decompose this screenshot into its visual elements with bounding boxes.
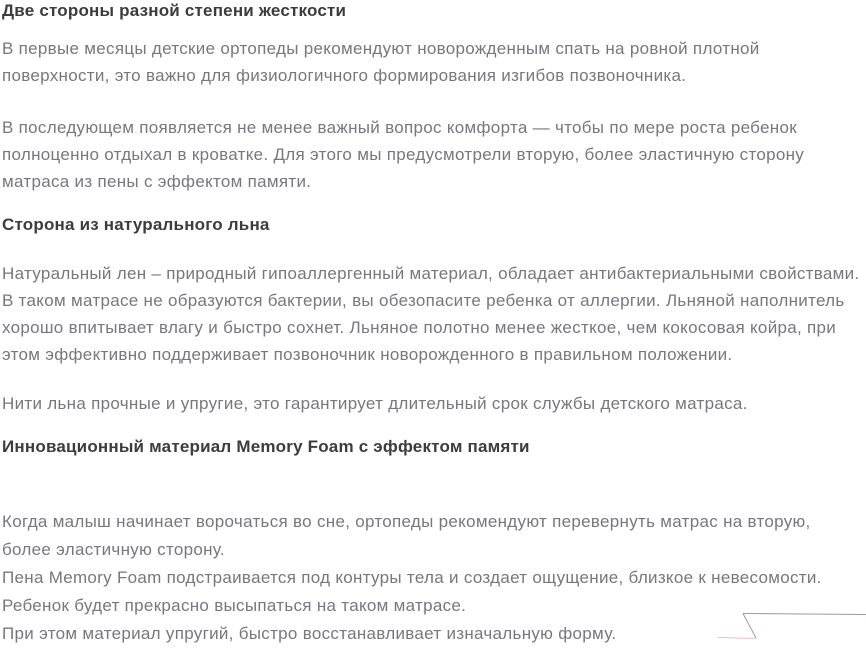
text-line: более эластичную сторону. <box>2 540 225 559</box>
text-line: В последующем появляется не менее важный вопрос комфорта — чтобы по мере роста ребенок <box>2 118 797 137</box>
product-description-article <box>2 0 866 648</box>
text-line: Когда малыш начинает ворочаться во сне, ортопеды рекомендуют перевернуть матрас на вторую, <box>2 512 811 531</box>
paragraph <box>2 35 866 89</box>
text-line: Натуральный лен – природный гипоаллергенный материал, обладает антибактериальными свойствами. <box>2 264 860 283</box>
text-line: поверхности, это важно для физиологичного формирования изгибов позвоночника. <box>2 66 687 85</box>
text-line: матраса из пены с эффектом памяти. <box>2 172 312 191</box>
section-heading-memory-foam: Инновационный материал Memory Foam с эффектом памяти <box>2 437 530 456</box>
text-line: При этом материал упругий, быстро восстанавливает изначальную форму. <box>2 624 617 643</box>
section-heading-two-sides: Две стороны разной степени жесткости <box>2 1 347 20</box>
text-line: Нити льна прочные и упругие, это гарантирует длительный срок службы детского матраса. <box>2 394 748 413</box>
text-line: полноценно отдыхал в кроватке. Для этого мы предусмотрели вторую, более эластичную сторону <box>2 145 805 164</box>
text-line: Ребенок будет прекрасно высыпаться на таком матрасе. <box>2 596 467 615</box>
line-art-top-edge <box>743 614 866 615</box>
text-line: этом эффективно поддерживает позвоночник новорожденного в правильном положении. <box>2 345 733 364</box>
corner-line-art <box>690 590 866 643</box>
text-line: В таком матрасе не образуются бактерии, вы обезопасите ребенка от аллергии. Льняной наполнитель <box>2 291 845 310</box>
text-line: хорошо впитывает влагу и быстро сохнет. Льняное полотно менее жесткое, чем кокосовая койра, при <box>2 318 837 337</box>
paragraph <box>2 390 866 417</box>
section-heading-linen-side: Сторона из натурального льна <box>2 215 270 234</box>
paragraph <box>2 260 866 368</box>
line-art-accent-edge <box>718 638 756 639</box>
text-line: Пена Memory Foam подстраивается под контуры тела и создает ощущение, близкое к невесомости. <box>2 568 822 587</box>
text-line: В первые месяцы детские ортопеды рекомендуют новорожденным спать на ровной плотной <box>2 39 760 58</box>
paragraph <box>2 114 866 195</box>
line-art-diagonal-edge <box>743 614 756 639</box>
